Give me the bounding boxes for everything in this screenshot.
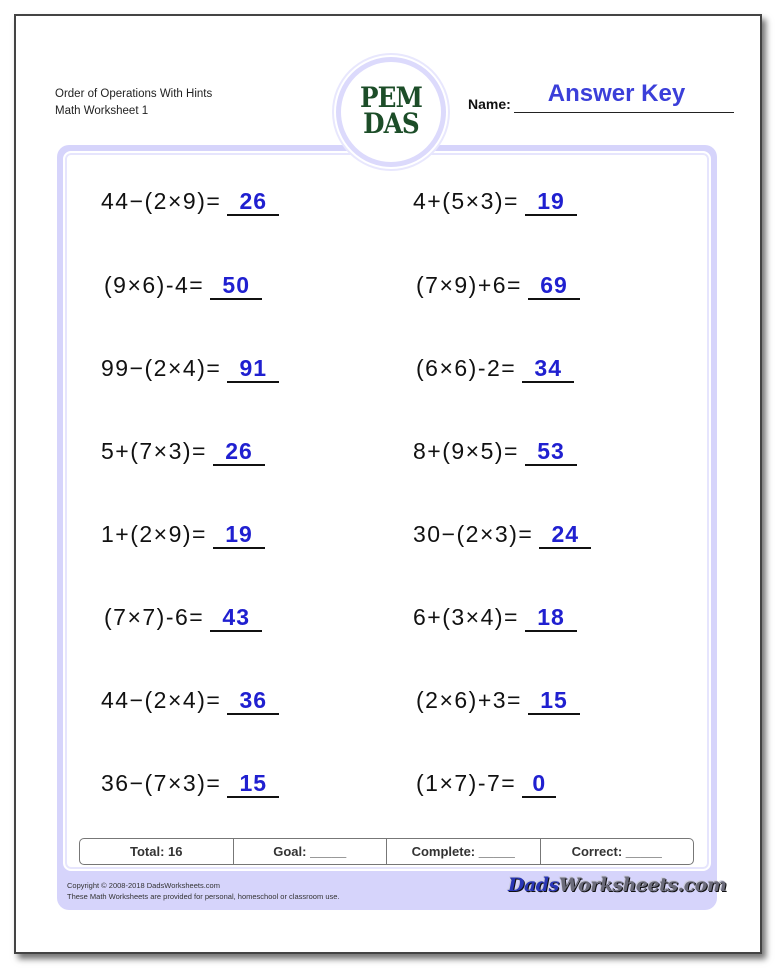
- answer-blank: 91: [227, 355, 279, 383]
- problem-expression: (9×6)-4=: [104, 272, 205, 298]
- problem-expression: (6×6)-2=: [416, 355, 517, 381]
- title-line-1: Order of Operations With Hints: [55, 88, 213, 100]
- goal-cell: Goal: _____: [234, 839, 388, 864]
- copyright-notice: [67, 880, 340, 902]
- problem-8: [413, 438, 577, 466]
- problem-expression: 30−(2×3)=: [413, 521, 534, 547]
- problem-area: [63, 151, 711, 871]
- problem-expression: 44−(2×4)=: [101, 687, 222, 713]
- complete-cell: Complete: _____: [387, 839, 541, 864]
- brand-part-1: Dads: [508, 874, 559, 896]
- name-line: [514, 112, 734, 113]
- answer-blank: 15: [227, 770, 279, 798]
- problem-expression: (2×6)+3=: [416, 687, 522, 713]
- problem-expression: 8+(9×5)=: [413, 438, 519, 464]
- answer-blank: 24: [539, 521, 591, 549]
- score-table: [79, 838, 694, 865]
- problem-expression: 5+(7×3)=: [101, 438, 207, 464]
- problem-7: [101, 438, 265, 466]
- answer-blank: 18: [525, 604, 577, 632]
- problem-expression: 36−(7×3)=: [101, 770, 222, 796]
- brand-part-2: Worksheets.com: [558, 874, 727, 896]
- name-label: Name:: [468, 96, 511, 112]
- problem-9: [101, 521, 265, 549]
- problem-expression: 4+(5×3)=: [413, 188, 519, 214]
- answer-blank: 69: [528, 272, 580, 300]
- logo-line-1: PEM: [360, 81, 422, 114]
- problem-expression: (1×7)-7=: [416, 770, 517, 796]
- problem-expression: 44−(2×9)=: [101, 188, 222, 214]
- answer-blank: 53: [525, 438, 577, 466]
- problem-16: [416, 770, 556, 798]
- worksheet-title: [55, 86, 212, 120]
- problem-expression: 6+(3×4)=: [413, 604, 519, 630]
- answer-blank: 15: [528, 687, 580, 715]
- logo-line-2: DAS: [363, 107, 419, 140]
- problem-10: [413, 521, 591, 549]
- pemdas-logo: [336, 57, 446, 167]
- problem-expression: (7×7)-6=: [104, 604, 205, 630]
- title-line-2: Math Worksheet 1: [55, 105, 149, 117]
- problem-15: [101, 770, 279, 798]
- answer-blank: 19: [213, 521, 265, 549]
- copyright-line: Copyright © 2008-2018 DadsWorksheets.com: [67, 881, 220, 890]
- problem-5: [101, 355, 279, 383]
- name-value: Answer Key: [547, 80, 686, 107]
- answer-blank: 43: [210, 604, 262, 632]
- problem-4: [416, 272, 580, 300]
- answer-blank: 0: [522, 770, 556, 798]
- problem-6: [416, 355, 574, 383]
- total-cell: Total: 16: [80, 839, 234, 864]
- answer-blank: 50: [210, 272, 262, 300]
- answer-blank: 34: [522, 355, 574, 383]
- dadsworksheets-logo: [508, 874, 727, 896]
- problem-11: [104, 604, 262, 632]
- problem-12: [413, 604, 577, 632]
- problem-14: [416, 687, 580, 715]
- usage-line: These Math Worksheets are provided for personal, homeschool or classroom use.: [67, 892, 340, 901]
- correct-cell: Correct: _____: [571, 844, 662, 859]
- answer-blank: 26: [227, 188, 279, 216]
- problem-1: [101, 188, 279, 216]
- problem-13: [101, 687, 279, 715]
- problem-expression: 1+(2×9)=: [101, 521, 207, 547]
- problem-expression: 99−(2×4)=: [101, 355, 222, 381]
- answer-blank: 36: [227, 687, 279, 715]
- problem-expression: (7×9)+6=: [416, 272, 522, 298]
- problem-2: [413, 188, 577, 216]
- answer-blank: 26: [213, 438, 265, 466]
- answer-blank: 19: [525, 188, 577, 216]
- problem-3: [104, 272, 262, 300]
